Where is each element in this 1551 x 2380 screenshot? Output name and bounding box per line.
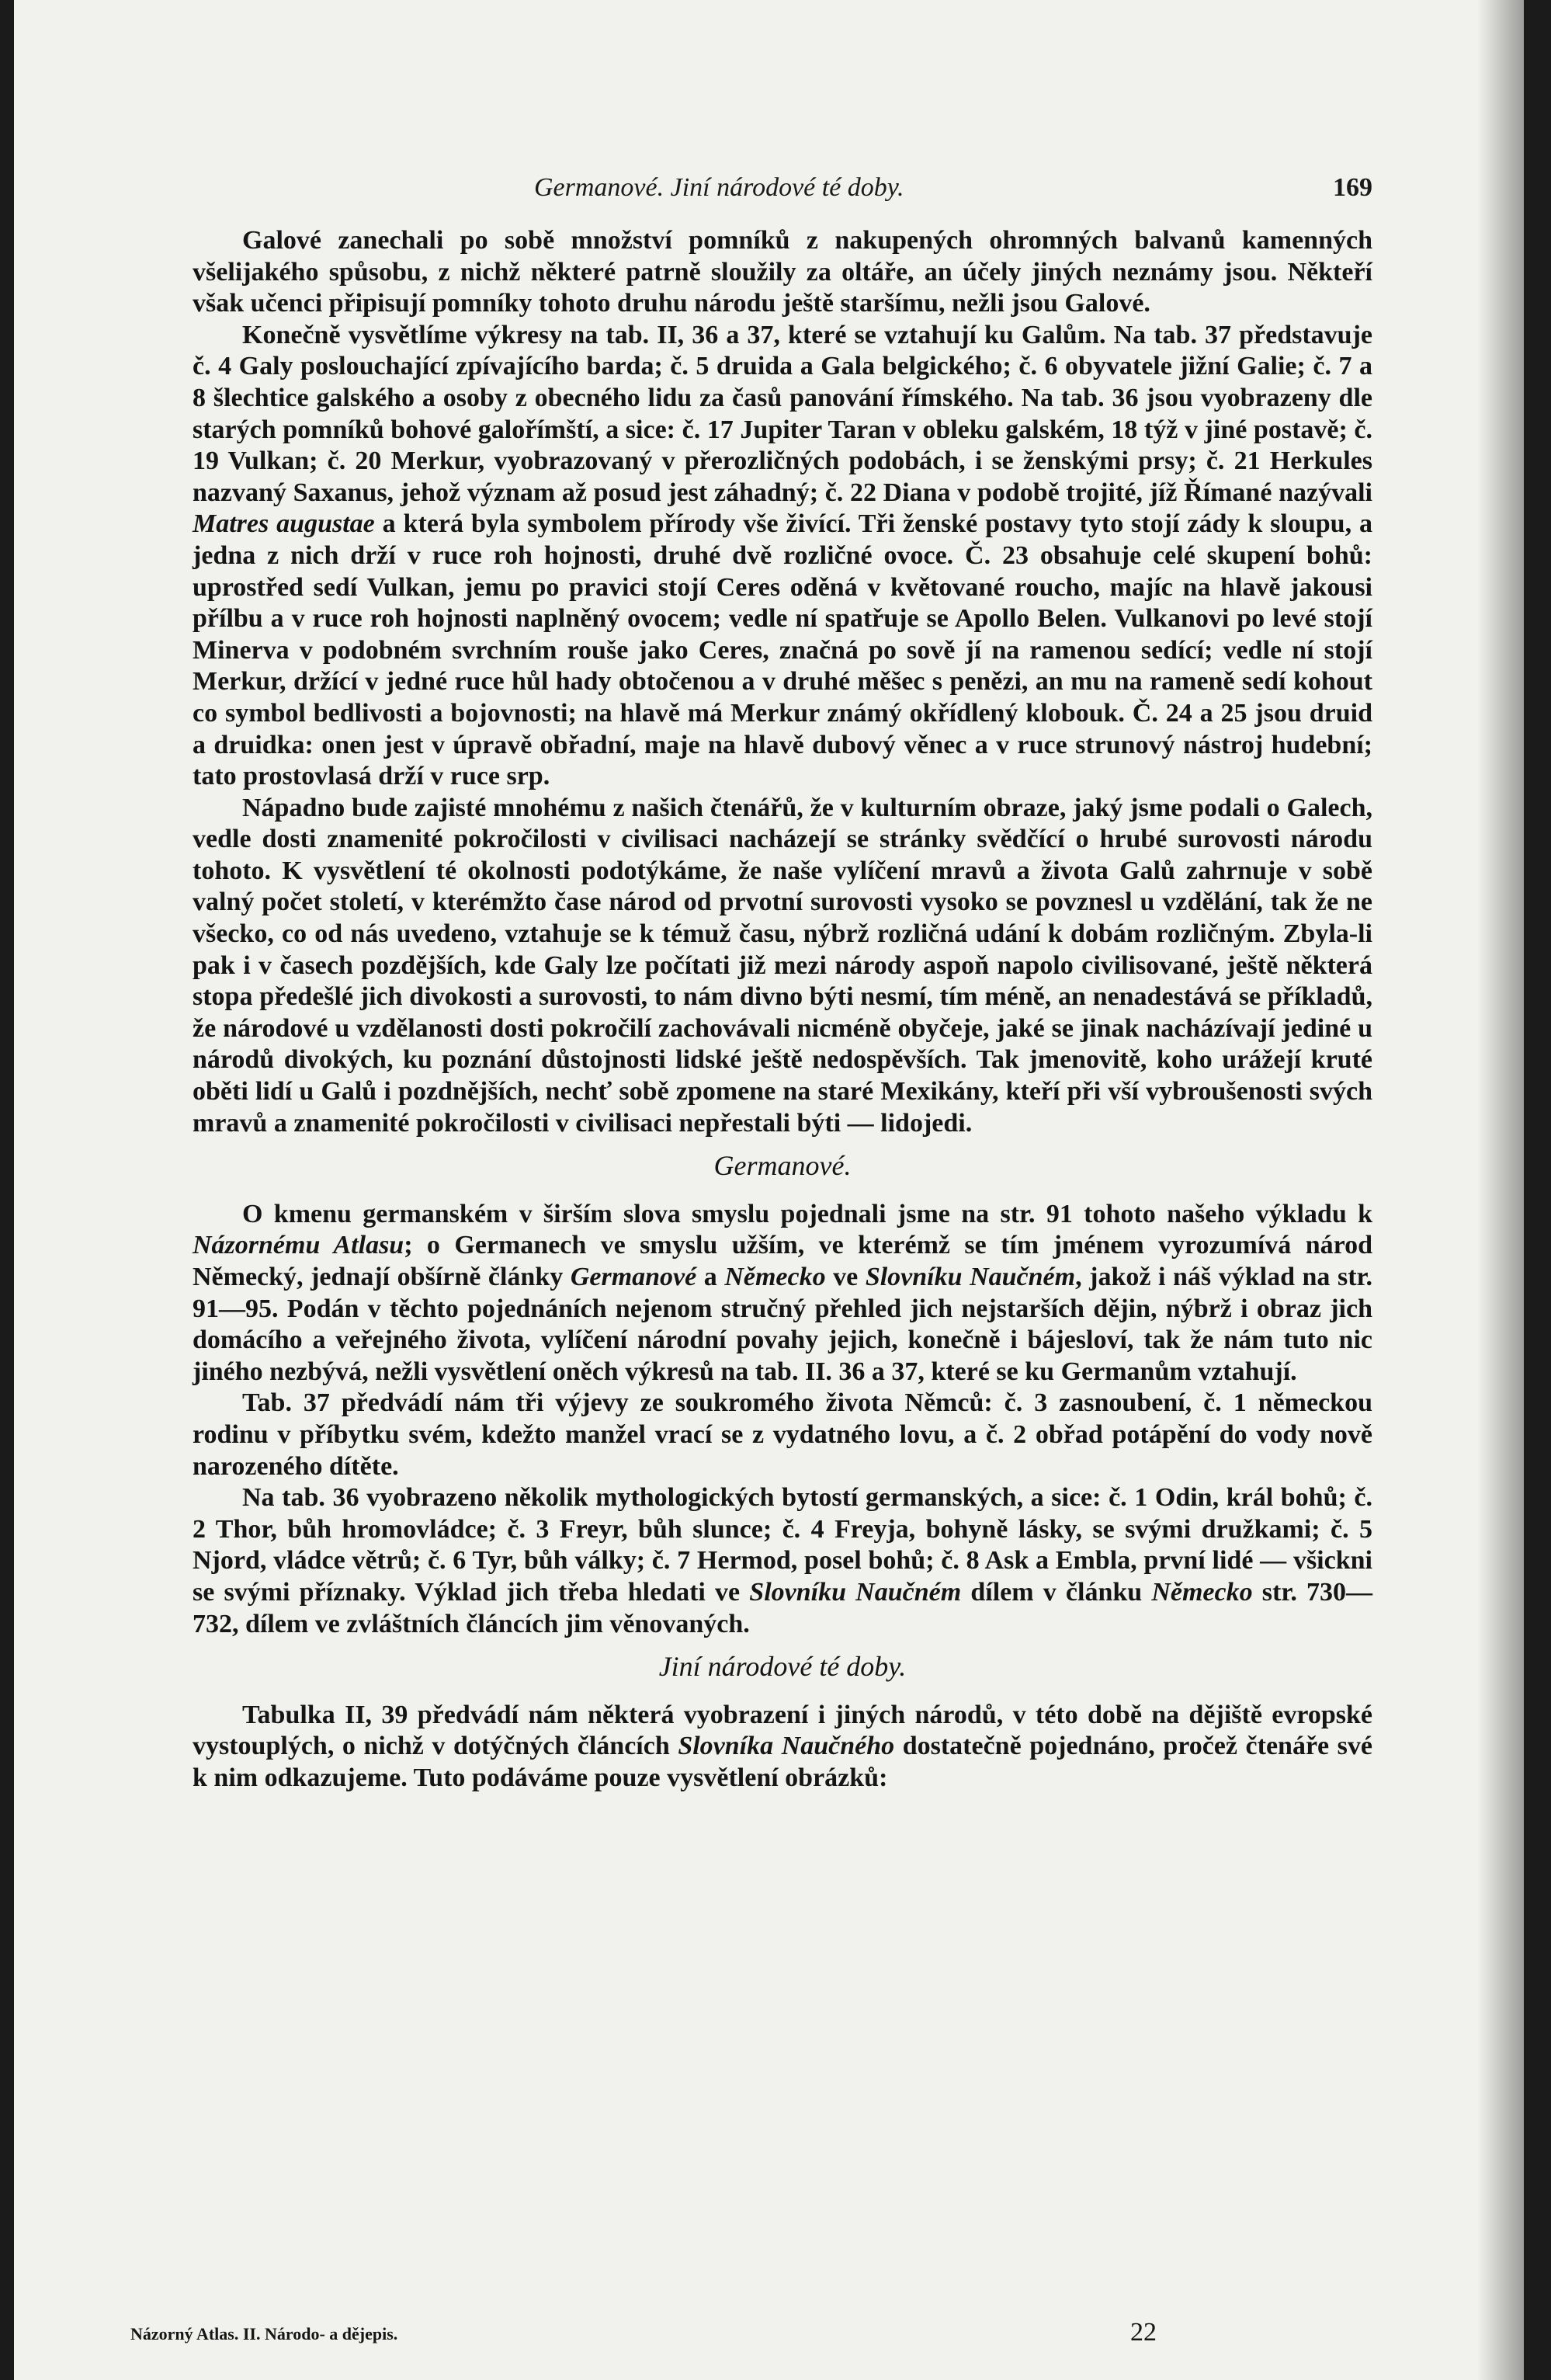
- text-run: Tabulka II, 39 předvádí nám některá vyobrazení i jiných národů, v této době na dějiště evropské vystouplých, o nichž v dotýčných článcích: [193, 1700, 1372, 1761]
- text-run: str. 730—732, dílem ve zvláštních článcích jim věnovaných.: [193, 1577, 1372, 1638]
- binding-shadow: [1477, 0, 1524, 2380]
- italic-title: Slovníku Naučném: [865, 1263, 1076, 1291]
- section-heading-germanove: Germanové.: [713, 1150, 852, 1182]
- text-run: , jakož i náš výklad na str. 91—95. Podán v těchto pojednáních nejenom stručný přehled jich nejstarších dějin, nýbrž i obraz jich domácího a veřejného života, vylíčení národní povahy jejich, konečně i bájesloví, tak že nám tuto nic jiného nezbývá, nežli vysvětlení oněch výkresů na tab. II. 36 a 37, které se ku Germanům vztahují.: [193, 1263, 1373, 1386]
- paragraph: [193, 225, 1372, 320]
- paragraph: [193, 1199, 1372, 1388]
- italic-title: Německo: [1151, 1577, 1253, 1607]
- running-title: Germanové. Jiní národové té doby.: [534, 173, 904, 202]
- italic-title: Německo: [724, 1263, 826, 1291]
- page-number: 169: [1333, 173, 1372, 202]
- text-run: a: [696, 1263, 725, 1291]
- galove-section: [193, 225, 1372, 1139]
- body-text: [193, 225, 1372, 1795]
- text-run: Nápadno bude zajisté mnohému z našich čtenářů, že v kulturním obraze, jaký jsme podali o Galech, vedle dosti znamenité pokročilosti v civilisaci nacházejí se stránky svědčící o hrubé surovosti národu tohoto. K vysvětlení té okolnosti podotýkáme, že naše vylíčení mravů a života Galů zahrnuje v sobě valný počet století, v kterémžto čase národ od prvotní surovosti vysoko se povznesl u vzdělání, tak že ne všecko, co od nás uvedeno, vztahuje se k témuž času, nýbrž rozličná udání k dobám rozličným. Zbyla-li pak i v časech pozdějších, kde Galy lze počítati již mezi národy aspoň napolo civilisované, ještě některá stopa předešlé jich divokosti a surovosti, to nám divno býti nesmí, tím méně, an nenadestává se příkladů, že národové u vzdělanosti dosti pokročilí zachovávali nicméně obyčeje, jaké se jinak nacházívají jediné u národů divokých, ku poznání důstojnosti lidské ještě nedospěvších. Tak jmenovitě, koho urážejí kruté oběti lidí u Galů i pozdnějších, nechť sobě zpomene na staré Mexikány, kteří při vší vybroušenosti svých mravů a znamenité pokročilosti v civilisaci nepřestali býti — lidojedi.: [193, 793, 1372, 1138]
- paragraph: [193, 1482, 1372, 1640]
- text-run: ; o Germanech ve smyslu užším, ve kterémž se tím jménem vyrozumívá národ Německý, jednají obšírně články: [193, 1231, 1372, 1291]
- italic-title: Názornému Atlasu: [193, 1231, 404, 1260]
- running-head: [193, 173, 1372, 212]
- italic-title: Germanové: [570, 1263, 697, 1291]
- germanove-section: [193, 1199, 1372, 1640]
- text-run: ve: [825, 1263, 866, 1291]
- text-run: a která byla symbolem přírody vše živící. Tři ženské postavy tyto stojí zády k sloupu, a jedna z nich drží v ruce roh hojnosti, druhé dvě rozličné ovoce. Č. 23 obsahuje celé skupení bohů: uprostřed sedí Vulkan, jemu po pravici stojí Ceres oděná v květované roucho, majíc na hlavě jakousi přílbu a v ruce roh hojnosti naplněný ovocem; vedle ní spatřuje se Apollo Belen. Vulkanovi po levé stojí Minerva v podobném svrchním rouše jako Ceres, značná po sově jí na ramenou sedící; vedle ní stojí Merkur, držící v jedné ruce hůl hady obtočenou a v druhé měšec s penězi, an mu na rameně sedí kohout co symbol bedlivosti a bojovnosti; na hlavě má Merkur známý okřídlený klobouk. Č. 24 a 25 jsou druid a druidka: onen jest v úpravě obřadní, maje na hlavě dubový věnec a v ruce strunový nástroj hudební; tato prostovlasá drží v ruce srp.: [193, 509, 1372, 791]
- text-run: Tab. 37 předvádí nám tři výjevy ze soukromého života Němců: č. 3 zasnoubení, č. 1 německou rodinu v příbytku svém, kdežto manžel vrací se z vydatného lovu, a č. 2 obřad potápění do vody nově narozeného dítěte.: [193, 1388, 1372, 1481]
- book-page: [14, 0, 1524, 2380]
- text-run: dostatečně pojednáno, pročež čtenáře své k nim odkazujeme. Tuto podáváme pouze vysvětlení obrázků:: [193, 1732, 1373, 1792]
- signature-mark: 22: [1130, 2318, 1157, 2347]
- jini-narodove-section: [193, 1700, 1372, 1795]
- printer-signature: Názorný Atlas. II. Národo- a dějepis.: [130, 2324, 398, 2344]
- text-run: Na tab. 36 vyobrazeno několik mythologických bytostí germanských, a sice: č. 1 Odin, král bohů; č. 2 Thor, bůh hromovládce; č. 3 Freyr, bůh slunce; č. 4 Freyja, bohyně lásky, se svými družkami; č. 5 Njord, vládce větrů; č. 6 Tyr, bůh války; č. 7 Hermod, posel bohů; č. 8 Ask a Embla, první lidé — všickni se svými příznaky. Výklad jich třeba hledati ve: [193, 1483, 1372, 1607]
- paragraph: [193, 320, 1372, 793]
- text-run: O kmenu germanském v širším slova smyslu pojednali jsme na str. 91 tohoto našeho výkladu k: [242, 1199, 1372, 1228]
- page-footer: [130, 2318, 1372, 2349]
- paragraph: [193, 793, 1372, 1140]
- text-run: Konečně vysvětlíme výkresy na tab. II, 36 a 37, které se vztahují ku Galům. Na tab. 37 představuje č. 4 Galy poslouchající zpívajícího barda; č. 5 druida a Gala belgického; č. 6 obyvatele jižní Galie; č. 7 a 8 šlechtice galského a osoby z obecného lidu za časů panování římského. Na tab. 36 jsou vyobrazeny dle starých pomníků bohové galořímští, a sice: č. 17 Jupiter Taran v obleku galském, 18 týž v jiné postavě; č. 19 Vulkan; č. 20 Merkur, vyobrazovaný v přerozličných podobách, i se ženskými prsy; č. 21 Herkules nazvaný Saxanus, jehož význam až posud jest záhadný; č. 22 Diana v podobě trojité, jíž Římané nazývali: [193, 320, 1372, 507]
- italic-title: Slovníku Naučném: [749, 1577, 962, 1607]
- paragraph: [193, 1388, 1372, 1482]
- italic-title: Matres augustae: [193, 509, 375, 539]
- text-run: dílem v článku: [961, 1577, 1152, 1607]
- section-heading-jini-narodove: Jiní národové té doby.: [658, 1651, 907, 1683]
- text-run: Galové zanechali po sobě množství pomníků z nakupených ohromných balvanů kamenných všelijakého spůsobu, z nichž některé patrně sloužily za oltáře, an účely jiných neznámy jsou. Někteří však učenci připisují pomníky tohoto druhu národu ještě staršímu, nežli jsou Galové.: [193, 226, 1372, 318]
- paragraph: [193, 1700, 1372, 1795]
- italic-title: Slovníka Naučného: [678, 1732, 895, 1761]
